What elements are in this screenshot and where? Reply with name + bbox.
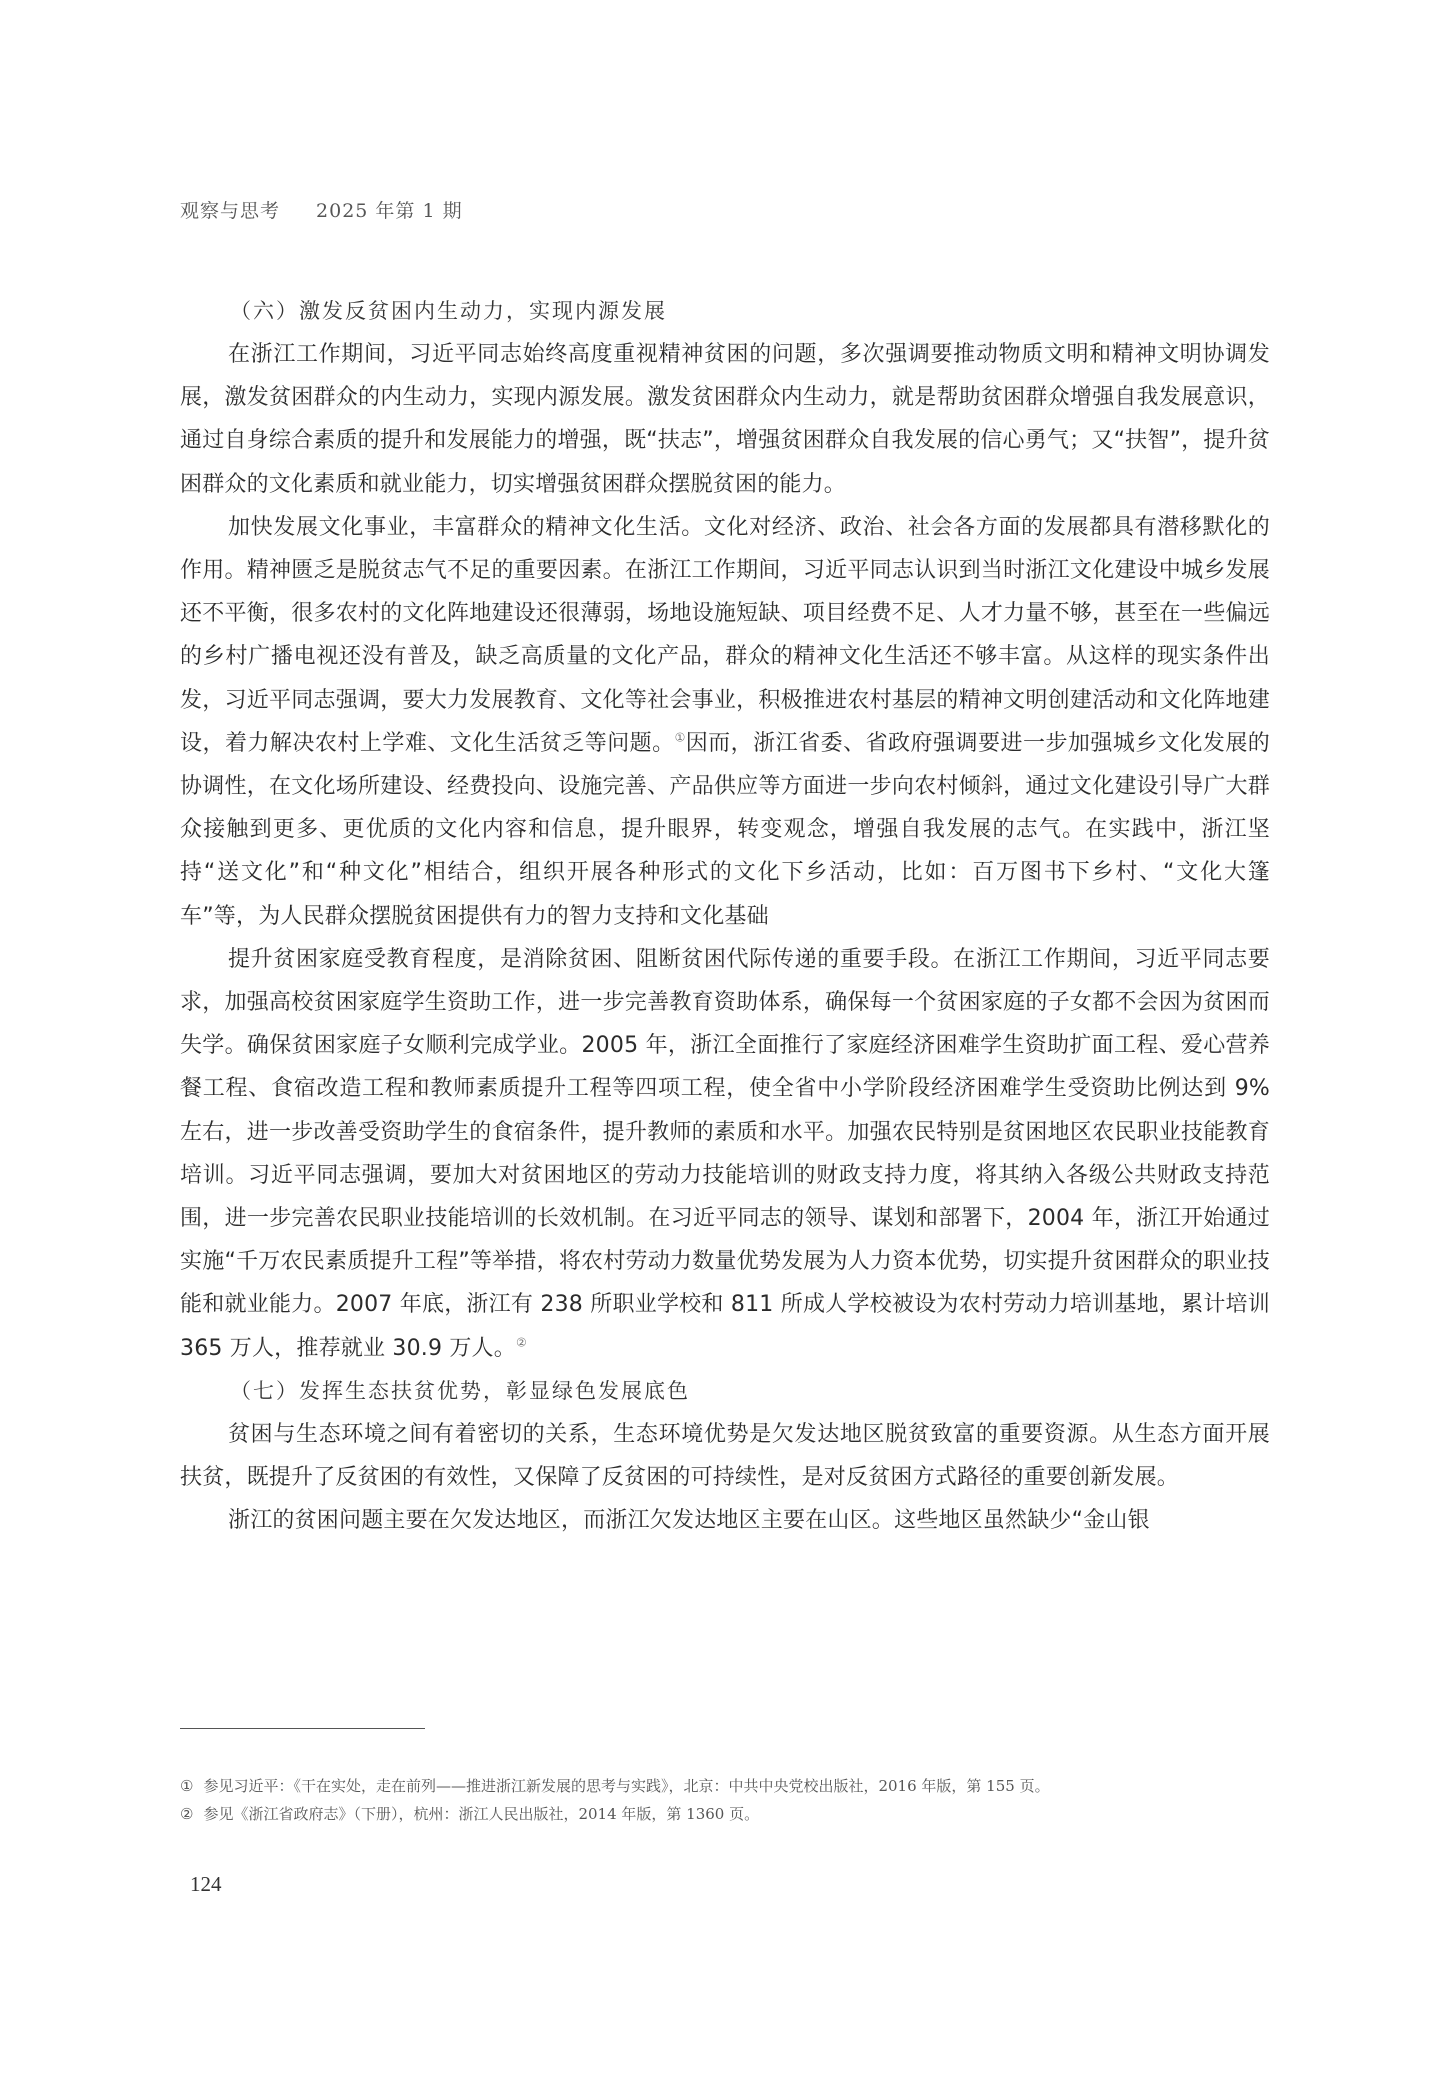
paragraph: 贫困与生态环境之间有着密切的关系，生态环境优势是欠发达地区脱贫致富的重要资源。从生态方面开展扶贫，既提升了反贫困的有效性，又保障了反贫困的可持续性，是对反贫困方式路径的重要创新发展。	[180, 1421, 1270, 1491]
paragraph	[180, 506, 1270, 938]
section-heading-seven: （七）发挥生态扶贫优势，彰显绿色发展底色	[230, 1378, 690, 1403]
footnote-divider	[180, 1728, 425, 1729]
paragraph	[180, 938, 1270, 1370]
article-body	[180, 290, 1270, 1542]
paragraph-text: 因而，浙江省委、省政府强调要进一步加强城乡文化发展的协调性，在文化场所建设、经费投向、设施完善、产品供应等方面进一步向农村倾斜，通过文化建设引导广大群众接触到更多、更优质的文化内容和信息，提升眼界，转变观念，增强自我发展的志气。在实践中，浙江坚持“送文化”和“种文化”相结合，组织开展各种形式的文化下乡活动，比如：百万图书下乡村、“文化大篷车”等，为人民群众摆脱贫困提供有力的智力支持和文化基础	[180, 730, 1271, 929]
footnote-text: 参见《浙江省政府志》（下册），杭州：浙江人民出版社，2014 年版，第 1360 页。	[203, 1805, 760, 1823]
paragraph-text: 加快发展文化事业，丰富群众的精神文化生活。文化对经济、政治、社会各方面的发展都具有潜移默化的作用。精神匮乏是脱贫志气不足的重要因素。在浙江工作期间，习近平同志认识到当时浙江文化建设中城乡发展还不平衡，很多农村的文化阵地建设还很薄弱，场地设施短缺、项目经费不足、人才力量不够，甚至在一些偏远的乡村广播电视还没有普及，缺乏高质量的文化产品，群众的精神文化生活还不够丰富。从这样的现实条件出发，习近平同志强调，要大力发展教育、文化等社会事业，积极推进农村基层的精神文明创建活动和文化阵地建设，着力解决农村上学难、文化生活贫乏等问题。	[180, 514, 1270, 756]
running-header	[180, 196, 463, 223]
footnote-item	[180, 1800, 1270, 1828]
paragraph: 浙江的贫困问题主要在欠发达地区，而浙江欠发达地区主要在山区。这些地区虽然缺少“金山银	[228, 1508, 1150, 1534]
paragraph: 在浙江工作期间，习近平同志始终高度重视精神贫困的问题，多次强调要推动物质文明和精神文明协调发展，激发贫困群众的内生动力，实现内源发展。激发贫困群众内生动力，就是帮助贫困群众增强自我发展意识，通过自身综合素质的提升和发展能力的增强，既“扶志”，增强贫困群众自我发展的信心勇气；又“扶智”，提升贫困群众的文化素质和就业能力，切实增强贫困群众摆脱贫困的能力。	[180, 342, 1270, 497]
footnotes	[180, 1772, 1270, 1828]
section-heading-six: （六）激发反贫困内生动力，实现内源发展	[230, 299, 667, 323]
footnote-mark: ②	[180, 1805, 194, 1823]
footnote-reference[interactable]: ①	[674, 730, 686, 745]
issue-label: 2025 年第 1 期	[316, 200, 463, 222]
footnote-item	[180, 1772, 1270, 1800]
footnote-reference[interactable]: ②	[515, 1335, 527, 1350]
journal-title: 观察与思考	[180, 200, 281, 222]
footnote-mark: ①	[180, 1777, 194, 1795]
paragraph-text: 提升贫困家庭受教育程度，是消除贫困、阻断贫困代际传递的重要手段。在浙江工作期间，习近平同志要求，加强高校贫困家庭学生资助工作，进一步完善教育资助体系，确保每一个贫困家庭的子女都不会因为贫困而失学。确保贫困家庭子女顺利完成学业。2005 年，浙江全面推行了家庭经济困难学生资助扩面工程、爱心营养餐工程、食宿改造工程和教师素质提升工程等四项工程，使全省中小学阶段经济困难学生受资助比例达到 9% 左右，进一步改善受资助学生的食宿条件，提升教师的素质和水平。加强农民特别是贫困地区农民职业技能教育培训。习近平同志强调，要加大对贫困地区的劳动力技能培训的财政支持力度，将其纳入各级公共财政支持范围，进一步完善农民职业技能培训的长效机制。在习近平同志的领导、谋划和部署下，2004 年，浙江开始通过实施“千万农民素质提升工程”等举措，将农村劳动力数量优势发展为人力资本优势，切实提升贫困群众的职业技能和就业能力。2007 年底，浙江有 238 所职业学校和 811 所成人学校被设为农村劳动力培训基地，累计培训 365 万人，推荐就业 30.9 万人。	[180, 946, 1270, 1361]
page-number: 124	[190, 1872, 222, 1896]
footnote-text: 参见习近平：《干在实处，走在前列——推进浙江新发展的思考与实践》，北京：中共中央党校出版社，2016 年版，第 155 页。	[203, 1777, 1050, 1795]
